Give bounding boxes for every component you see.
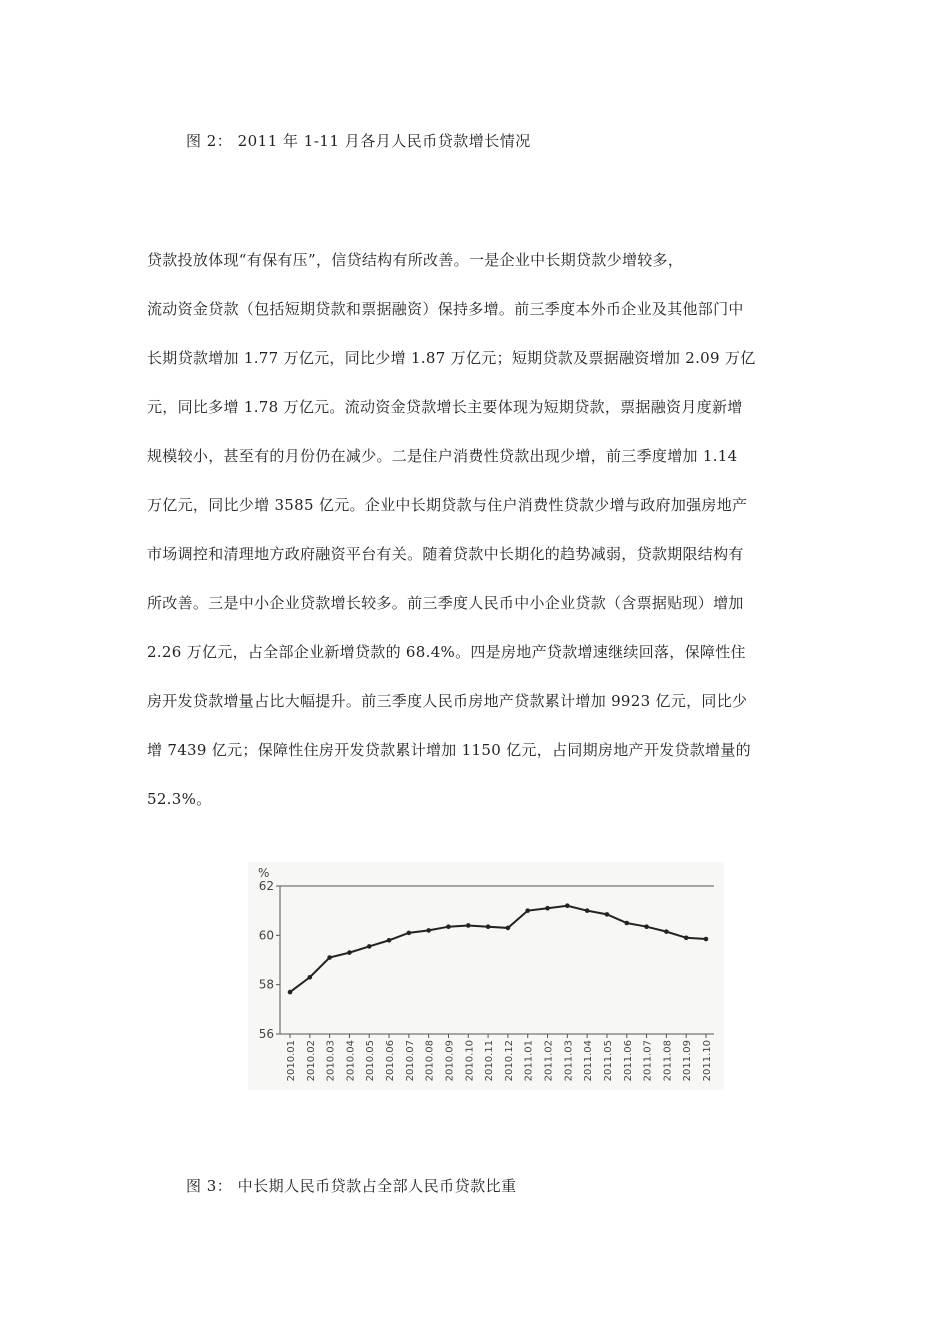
data-point [664, 929, 669, 934]
figure-3-caption: 图 3： 中长期人民币贷款占全部人民币贷款比重 [186, 1177, 517, 1195]
x-tick-label: 2010.12 [503, 1040, 515, 1082]
paragraph-line: 52.3%。 [147, 790, 212, 808]
x-tick-label: 2010.11 [484, 1040, 496, 1082]
data-point [684, 936, 689, 941]
paragraph-line: 万亿元，同比少增 3585 亿元。企业中长期贷款与住户消费性贷款少增与政府加强房地产 [147, 496, 748, 514]
x-tick-label: 2010.05 [365, 1040, 377, 1082]
data-point [624, 921, 629, 926]
data-point [506, 926, 511, 931]
x-tick-label: 2010.09 [444, 1040, 456, 1082]
paragraph-line: 流动资金贷款（包括短期贷款和票据融资）保持多增。前三季度本外币企业及其他部门中 [147, 300, 744, 318]
x-tick-label: 2010.01 [286, 1040, 297, 1082]
paragraph-line: 房开发贷款增量占比大幅提升。前三季度人民币房地产贷款累计增加 9923 亿元，同比少 [147, 692, 748, 710]
paragraph-line: 长期贷款增加 1.77 万亿元，同比少增 1.87 万亿元；短期贷款及票据融资增加 2.09 万亿 [147, 349, 756, 367]
data-point [387, 938, 392, 943]
data-point [525, 908, 530, 913]
paragraph-line: 规模较小，甚至有的月份仍在减少。二是住户消费性贷款出现少增，前三季度增加 1.14 [147, 447, 738, 465]
paragraph-line: 元，同比多增 1.78 万亿元。流动资金贷款增长主要体现为短期贷款，票据融资月度新增 [147, 398, 743, 416]
paragraph-line: 贷款投放体现“有保有压”，信贷结构有所改善。一是企业中长期贷款少增较多， [147, 251, 684, 269]
data-point [585, 908, 590, 913]
body-paragraph [147, 250, 807, 838]
data-point [644, 924, 649, 929]
y-tick-label: 60 [258, 928, 274, 943]
x-tick-label: 2011.10 [702, 1040, 713, 1082]
x-tick-label: 2010.02 [305, 1040, 317, 1082]
data-point [367, 944, 372, 949]
x-tick-label: 2011.04 [583, 1040, 595, 1082]
y-tick-label: 58 [258, 977, 274, 992]
x-tick-label: 2011.02 [543, 1040, 555, 1082]
x-tick-label: 2010.06 [385, 1040, 397, 1082]
paragraph-line: 增 7439 亿元；保障性住房开发贷款累计增加 1150 亿元，占同期房地产开发贷款增量的 [147, 741, 751, 759]
paragraph-line: 所改善。三是中小企业贷款增长较多。前三季度人民币中小企业贷款（含票据贴现）增加 [147, 594, 744, 612]
x-tick-label: 2011.08 [662, 1040, 674, 1082]
x-tick-label: 2010.07 [404, 1040, 416, 1082]
data-point [407, 931, 412, 936]
y-tick-label: 62 [258, 879, 274, 893]
x-tick-label: 2011.06 [622, 1040, 634, 1082]
data-point [327, 955, 332, 960]
x-tick-label: 2011.03 [563, 1040, 575, 1082]
data-point [466, 923, 471, 928]
data-point [308, 975, 313, 980]
data-point [704, 937, 709, 942]
data-point [426, 928, 431, 933]
y-axis-unit-label: % [258, 866, 270, 880]
data-point [446, 924, 451, 929]
x-tick-label: 2010.03 [325, 1040, 337, 1082]
line-chart [248, 862, 724, 1090]
paragraph-line: 市场调控和清理地方政府融资平台有关。随着贷款中长期化的趋势减弱，贷款期限结构有 [147, 545, 744, 563]
data-point [605, 912, 610, 917]
x-tick-label: 2010.04 [345, 1040, 357, 1082]
x-tick-label: 2011.07 [642, 1040, 654, 1082]
data-point [347, 950, 352, 955]
data-point [288, 990, 293, 995]
y-tick-label: 56 [258, 1027, 274, 1041]
paragraph-line: 2.26 万亿元，占全部企业新增贷款的 68.4%。四是房地产贷款增速继续回落，保障性住 [147, 643, 746, 661]
series-line [290, 906, 706, 992]
x-tick-label: 2010.08 [424, 1040, 436, 1082]
data-point [486, 924, 491, 929]
x-tick-label: 2010.10 [464, 1040, 476, 1082]
figure-2-caption: 图 2： 2011 年 1-11 月各月人民币贷款增长情况 [186, 132, 531, 150]
x-tick-label: 2011.01 [523, 1040, 535, 1082]
x-tick-label: 2011.09 [682, 1040, 694, 1082]
x-tick-label: 2011.05 [602, 1040, 614, 1082]
data-point [545, 906, 550, 911]
chart-svg [248, 862, 724, 1090]
data-point [565, 903, 570, 908]
